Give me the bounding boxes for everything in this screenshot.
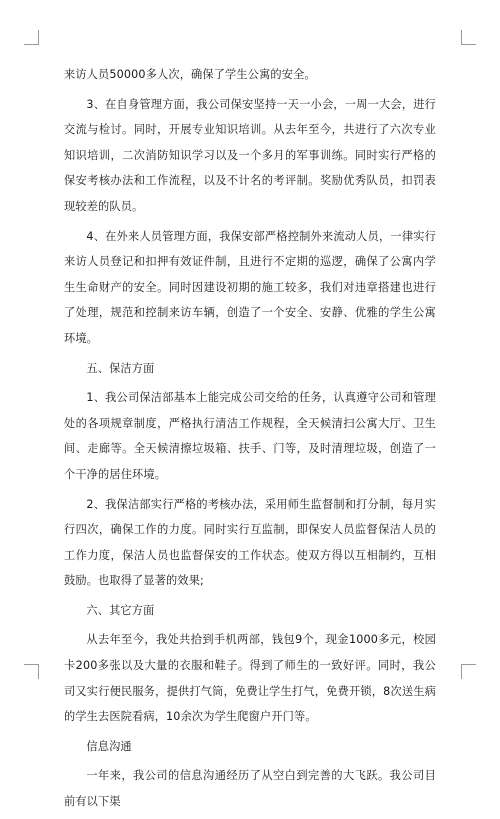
- document-body: [64, 62, 436, 819]
- crop-mark-top-left: [24, 30, 39, 45]
- paragraph: 从去年至今，我处共拾到手机两部，钱包9个，现金1000多元，校园卡200多张以及大量的衣服和鞋子。得到了师生的一致好评。同时，我公司又实行便民服务，提供打气筒，免费让学生打气，免费开锁，8次送生病的学生去医院看病，10余次为学生爬窗户开门等。: [64, 633, 436, 724]
- paragraph: 2、我保洁部实行严格的考核办法，采用师生监督制和打分制，每月实行四次，确保工作的力度。同时实行互监制，即保安人员监督保洁人员的工作力度，保洁人员也监督保安的工作状态。使双方得以互相制约，互相鼓励。也取得了显著的效果;: [64, 497, 436, 588]
- paragraph: 3、在自身管理方面，我公司保安坚持一天一小会，一周一大会，进行交流与检讨。同时，开展专业知识培训。从去年至今，共进行了六次专业知识培训，二次消防知识学习以及一个多月的军事训练。同时实行严格的保安考核办法和工作流程，以及不计名的考评制。奖励优秀队员，扣罚表现较差的队员。: [64, 97, 436, 213]
- crop-mark-top-right: [461, 30, 476, 45]
- section-heading: 信息沟通: [86, 739, 132, 753]
- paragraph: 4、在外来人员管理方面，我保安部严格控制外来流动人员，一律实行来访人员登记和扣押有效证件制，且进行不定期的巡逻，确保了公寓内学生生命财产的安全。同时因建设初期的施工较多，我们对违章搭建也进行了处理，规范和控制来访车辆，创造了一个安全、安静、优雅的学生公寓环境。: [64, 229, 436, 345]
- section-heading: 五、保洁方面: [86, 361, 155, 375]
- paragraph: 一年来，我公司的信息沟通经历了从空白到完善的大飞跃。我公司目前有以下渠: [64, 769, 436, 809]
- crop-mark-bottom-right: [461, 664, 476, 679]
- crop-mark-bottom-left: [24, 664, 39, 679]
- section-heading: 六、其它方面: [86, 603, 155, 617]
- paragraph: 来访人员50000多人次，确保了学生公寓的安全。: [64, 68, 316, 81]
- paragraph: 1、我公司保洁部基本上能完成公司交给的任务，认真遵守公司和管理处的各项规章制度，严格执行清洁工作规程，全天候清扫公寓大厅、卫生间、走廊等。全天候清擦垃圾箱、扶手、门等，及时清理垃圾，创造了一个干净的居住环境。: [64, 391, 436, 481]
